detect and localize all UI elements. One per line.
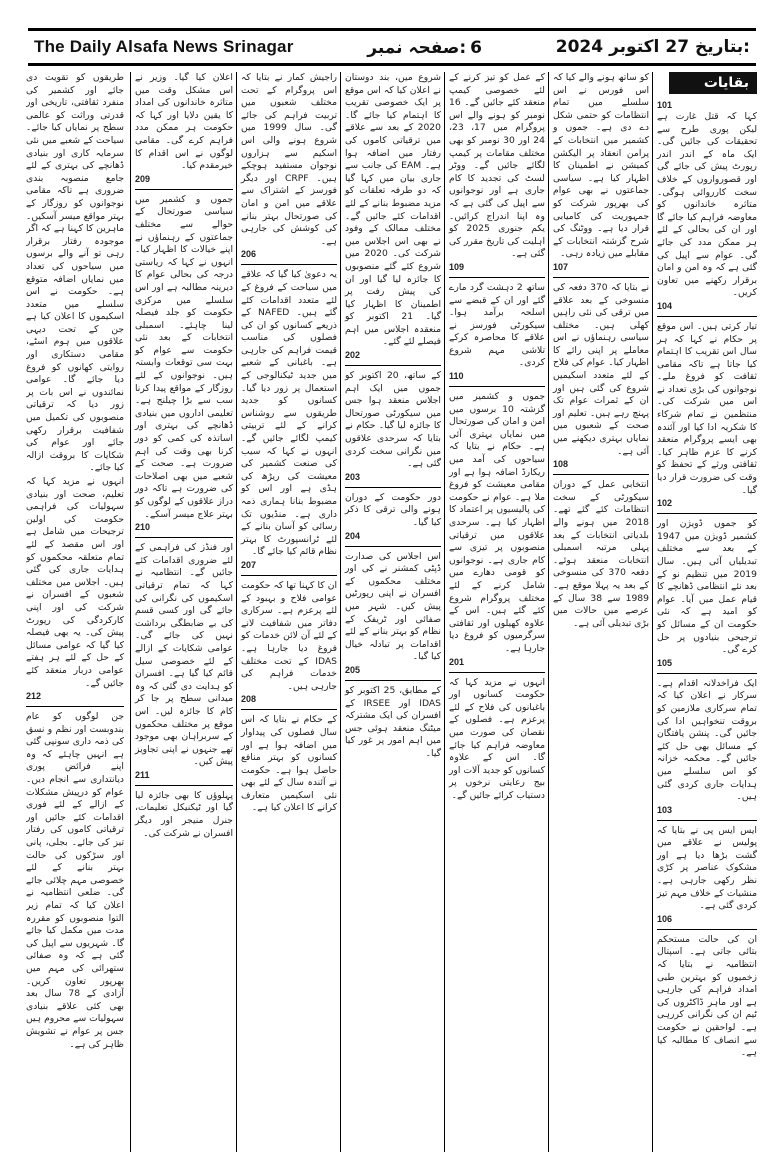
- divider: [241, 264, 337, 265]
- article-number: 101: [657, 100, 673, 110]
- article-text: کہا کہ قتل غارت ہے لیکن پوری طرح سے تحقیقات کی جائیں گی۔ ایک ماہ کے اندر اندر رپورٹ پیش کی جائے گی اور قصورواروں کے خلاف سخت کارروائی ہوگی۔ متاثرہ خاندانوں کو معاوضہ فراہم کیا جائے گا اور ان کی بحالی کے لئے ہر ممکن مدد کی جائے گی۔ عوام سے اپیل کی گئی ہے کہ وہ امن و امان برقرار رکھنے میں تعاون کریں۔: [657, 111, 757, 299]
- article-number: 103: [657, 804, 673, 815]
- article-number: 209: [135, 173, 151, 184]
- divider: [345, 546, 441, 547]
- article-text: کے عمل کو تیز کرنے کے لئے خصوصی کیمپ منعقد کئے جائیں گے۔ 16 نومبر کو ہونے والے اس پروگرام میں 17، 23، 24 اور 30 نومبر کو بھی مختلف مقامات پر کیمپ لگائے جائیں گے۔ ووٹر لسٹ کی تجدید کا کام جاری ہے اور نوجوانوں سے اپیل کی گئی ہے کہ وہ اپنا اندراج کرائیں۔ یکم جنوری 2025 کو اہلیت کی تاریخ مقرر کی گئی ہے۔: [449, 72, 545, 260]
- column-2: [130, 72, 233, 1152]
- column-6: [548, 72, 649, 1152]
- divider: [553, 277, 649, 278]
- column-5: [444, 72, 545, 1152]
- divider: [449, 672, 545, 673]
- article-number: 105: [657, 657, 673, 668]
- article-text: تیار کرتی ہیں۔ اس موقع پر حکام نے کہا کہ ہر سال اس تقریب کا اہتمام کیا جاتا ہے تاکہ مقامی ثقافت کو فروغ ملے۔ نوجوانوں کی بڑی تعداد نے اس میں شرکت کی۔ منتظمین نے تمام شرکاء کا شکریہ ادا کیا اور آئندہ بھی ایسے پروگرام منعقد کرنے کا عزم ظاہر کیا۔ ثقافتی ورثے کے تحفظ کو وقت کی ضرورت قرار دیا گیا۔: [657, 320, 757, 496]
- divider: [345, 487, 441, 488]
- article-text: طریقوں کو تقویت دی جائے اور کشمیر کی منفرد ثقافتی، تاریخی اور قدرتی وراثت کو عالمی سطح پر نمایاں کیا جائے۔ سیاحت کے شعبے میں نئی سرمایہ کاری اور بنیادی ڈھانچے کی بہتری کے لئے جامع منصوبہ بندی ضروری ہے تاکہ مقامی نوجوانوں کو روزگار کے بہتر مواقع میسر آسکیں۔ ماہرین کا کہنا ہے کہ اگر موجودہ رفتار برقرار رہی تو آنے والے برسوں میں سیاحوں کی تعداد میں نمایاں اضافہ متوقع ہے۔ حکومت نے اس سلسلے میں متعدد اسکیموں کا اعلان کیا ہے جن کے تحت دیہی علاقوں میں ہوم اسٹے، مقامی دستکاری اور روایتی کھانوں کو فروغ دیا جائے گا۔ عوامی نمائندوں نے اس بات پر زور دیا کہ ترقیاتی منصوبوں کی تکمیل میں شفافیت برقرار رکھی جائے اور عوام کی شکایات کا بروقت ازالہ کیا جائے۔: [26, 72, 124, 474]
- article-text: ان کا کہنا تھا کہ حکومت عوامی فلاح و بہبود کے لئے پرعزم ہے۔ سرکاری دفاتر میں شفافیت لانے کے لئے آن لائن خدمات کو فروغ دیا جارہا ہے۔ IDAS کے تحت مختلف خدمات فراہم کی جارہی ہیں۔: [241, 579, 337, 692]
- newspaper-title: The Daily Alsafa News Srinagar: [34, 37, 294, 56]
- article-number: 109: [449, 261, 465, 272]
- page-number-block: [367, 37, 482, 58]
- article-text: ساتھ 2 دہشت گرد مارے گئے اور ان کے قبضے سے اسلحہ برآمد ہوا۔ سیکورٹی فورسز نے علاقے کا محاصرہ کرکے تلاشی مہم شروع کردی۔: [449, 281, 545, 369]
- divider: [657, 316, 757, 317]
- article-text: ایس ایس پی نے بتایا کہ پولیس نے علاقے میں گشت بڑھا دیا ہے اور مشکوک عناصر پر کڑی نظر رکھی جارہی ہے۔ منشیات کے خلاف مہم تیز کردی گئی ہے۔: [657, 824, 757, 912]
- column-7-baqiyat: [652, 72, 757, 1152]
- article-number: 210: [135, 522, 151, 533]
- divider: [135, 189, 233, 190]
- divider: [553, 474, 649, 475]
- divider: [657, 513, 757, 514]
- article-text: کے مطابق، 25 اکتوبر کو IDAS اور IRSEE کے افسران کی ایک مشترکہ میٹنگ منعقد ہوئی جس میں اہم امور پر غور کیا گیا۔: [345, 684, 441, 759]
- article-number: 110: [449, 371, 464, 382]
- divider: [449, 277, 545, 278]
- divider: [241, 575, 337, 576]
- article-number: 212: [26, 691, 42, 702]
- column-4: [340, 72, 441, 1152]
- divider: [241, 709, 337, 710]
- article-text: کے حکام نے بتایا کہ اس سال فصلوں کی پیداوار میں اضافہ ہوا ہے اور کسانوں کو بہتر منافع حاصل ہوا ہے۔ حکومت نے آئندہ سال کے لئے بھی نئی اسکیمیں متعارف کرانے کا اعلان کیا ہے۔: [241, 714, 337, 814]
- article-number: 202: [345, 350, 361, 361]
- article-number: 107: [553, 261, 569, 272]
- divider: [135, 785, 233, 786]
- masthead: [28, 28, 756, 66]
- article-number: 108: [553, 459, 569, 470]
- article-text: ان کی حالت مستحکم بتائی جاتی ہے۔ اسپتال انتظامیہ نے بتایا کہ زخمیوں کو بہترین طبی امداد فراہم کی جارہی ہے اور ماہر ڈاکٹروں کی ٹیم ان کی نگرانی کررہی ہے۔ لواحقین نے حکومت سے انصاف کا مطالبہ کیا ہے۔: [657, 933, 757, 1059]
- article-text: پہلوؤں کا بھی جائزہ لیا گیا اور ٹیکنیکل تعلیمات، جنرل منیجر اور دیگر افسران نے شرکت کی۔: [135, 789, 233, 839]
- article-text: دور حکومت کے دوران ہونے والی ترقی کا ذکر کیا گیا۔: [345, 491, 441, 528]
- article-number: 208: [241, 694, 257, 705]
- divider: [657, 929, 757, 930]
- divider: [657, 820, 757, 821]
- divider: [657, 673, 757, 674]
- article-number: 207: [241, 559, 257, 570]
- page-number: 6: [470, 37, 483, 58]
- divider: [345, 680, 441, 681]
- divider: [135, 537, 233, 538]
- article-text: اعلان کیا گیا۔ وزیر نے اس مشکل وقت میں متاثرہ خاندانوں کی امداد کا یقین دلایا اور کہا کہ حکومت ہر ممکن مدد فراہم کرے گی۔ مقامی لوگوں نے اس اقدام کا خیرمقدم کیا۔: [135, 72, 233, 172]
- divider: [26, 706, 124, 707]
- article-number: 104: [657, 300, 673, 311]
- baqiyat-header: بقایات: [669, 72, 757, 94]
- date-label: بتاریخ:: [695, 37, 750, 57]
- divider: [345, 365, 441, 366]
- date-year: 2024: [555, 37, 604, 57]
- article-text: جموں و کشمیر میں گزشتہ 10 برسوں میں امن و امان کی صورتحال میں نمایاں بہتری آئی ہے۔ حکام نے بتایا کہ سیاحوں کی آمد میں ریکارڈ اضافہ ہوا ہے اور مقامی معیشت کو فروغ ملا ہے۔ عوام نے حکومت کی پالیسیوں پر اعتماد کا اظہار کیا ہے۔ سرحدی علاقوں میں ترقیاتی منصوبوں پر تیزی سے کام جاری ہے۔ نوجوانوں کو قومی دھارے میں شامل کرنے کے لئے مختلف پروگرام شروع کئے گئے ہیں۔ اس کے علاوہ کھیلوں اور ثقافتی سرگرمیوں کو فروغ دیا جارہا ہے۔: [449, 391, 545, 654]
- article-text: ایک فراخدلانہ اقدام ہے۔ سرکار نے اعلان کیا کہ تمام سرکاری ملازمین کو بروقت تنخواہیں ادا کی جائیں گی۔ پنشن یافتگان کے مسائل بھی حل کئے جائیں گے۔ محکمہ خزانہ کو اس سلسلے میں ہدایات جاری کردی گئی ہیں۔: [657, 677, 757, 803]
- article-text: انہوں نے مزید کہا کہ تعلیم، صحت اور بنیادی سہولیات کی فراہمی حکومت کی اولین ترجیحات میں شامل ہے اور اس مقصد کے لئے تمام متعلقہ محکموں کو ہدایات جاری کی گئی ہیں۔ اجلاس میں مختلف شعبوں کے افسران نے شرکت کی اور اپنی کارکردگی کی رپورٹ پیش کی۔ یہ بھی فیصلہ کیا گیا کہ عوامی مسائل کے حل کے لئے ہر ہفتے عوامی دربار منعقد کئے جائیں گے۔: [26, 476, 124, 689]
- article-text: نے بتایا کہ 370 دفعہ کی منسوخی کے بعد علاقے میں ترقی کی نئی راہیں کھلی ہیں۔ مختلف سیاسی رہنماؤں نے اس معاملے پر اپنی رائے کا اظہار کیا۔ عوام کی فلاح کے لئے متعدد اسکیمیں شروع کی گئی ہیں اور ان کے ثمرات عوام تک پہنچ رہے ہیں۔ تعلیم اور صحت کے شعبوں میں نمایاں بہتری دیکھنے میں آئی ہے۔: [553, 281, 649, 457]
- divider: [449, 386, 545, 387]
- page-label: صفحہ نمبر:: [367, 37, 467, 58]
- date-day: 27: [665, 37, 690, 57]
- article-number: 102: [657, 498, 673, 509]
- article-text: جموں و کشمیر میں سیاسی صورتحال کے حوالے سے مختلف جماعتوں کے رہنماؤں نے اپنے خیالات کا اظہار کیا۔ انہوں نے کہا کہ ریاستی درجہ کی بحالی عوام کا دیرینہ مطالبہ ہے اور اس سلسلے میں مرکزی حکومت کو جلد فیصلہ لینا چاہئے۔ اسمبلی انتخابات کے بعد نئی حکومت سے عوام کو بہت سی توقعات وابستہ ہیں۔ نوجوانوں کے لئے روزگار کے مواقع پیدا کرنا سب سے بڑا چیلنج ہے۔ تعلیمی اداروں میں بنیادی ڈھانچے کی بہتری اور اساتذہ کی کمی کو دور کرنا بھی وقت کی اہم ضرورت ہے۔ صحت کے شعبے میں بھی اصلاحات کی ضرورت ہے تاکہ دور دراز علاقوں کے لوگوں کو بہتر علاج میسر آسکے۔: [135, 193, 233, 520]
- article-number: 201: [449, 656, 465, 667]
- article-text: راجیش کمار نے بتایا کہ اس پروگرام کے تحت مختلف شعبوں میں تربیت فراہم کی جائے گی۔ سال 1999 میں شروع ہونے والی اس اسکیم سے ہزاروں نوجوان مستفید ہوچکے ہیں۔ CRPF اور دیگر فورسز کے اشتراک سے علاقے میں امن و امان کی صورتحال بہتر بنانے کی کوشش کی جارہی ہے۔: [241, 72, 337, 247]
- article-text: شروع میں، بند دوستان نے اعلان کیا کہ اس موقع پر ایک خصوصی تقریب کا اہتمام کیا جائے گا۔ 2020 کے بعد سے علاقے میں ترقیاتی کاموں کی رفتار میں اضافہ ہوا ہے۔ EAM کی جانب سے جاری بیان میں کہا گیا کہ دو طرفہ تعلقات کو مزید مضبوط بنانے کے لئے اقدامات کئے جائیں گے۔ مختلف ممالک کے وفود نے بھی اس اجلاس میں شرکت کی۔ 2020 میں شروع کئے گئے منصوبوں کا جائزہ لیا گیا اور ان کی پیش رفت پر اطمینان کا اظہار کیا گیا۔ 21 اکتوبر کو منعقدہ اجلاس میں اہم فیصلے لئے گئے۔: [345, 72, 441, 348]
- article-text: انتخابی عمل کے دوران سیکورٹی کے سخت انتظامات کئے گئے تھے۔ 2018 میں ہونے والے بلدیاتی انتخابات کے بعد پہلی مرتبہ اسمبلی انتخابات منعقد ہوئے۔ دفعہ 370 کی منسوخی کے بعد یہ پہلا موقع ہے۔ 1989 سے 38 سال کے عرصے میں حالات میں بڑی تبدیلی آئی ہے۔: [553, 479, 649, 629]
- article-text: کو ساتھ ہونے والے کیا کہ اس فورس نے اس سلسلے میں تمام انتظامات کو حتمی شکل دے دی ہے۔ جموں و کشمیر میں انتخابات کے پرامن انعقاد پر الیکشن کمیشن نے اطمینان کا اظہار کیا ہے۔ سیاسی جماعتوں نے بھی عوام کی بھرپور شرکت کو جمہوریت کی کامیابی قرار دیا ہے۔ ووٹنگ کی شرح گزشتہ انتخابات کے مقابلے میں زیادہ رہی۔: [553, 72, 649, 260]
- article-number: 205: [345, 664, 361, 675]
- article-number: 204: [345, 530, 361, 541]
- column-3: [236, 72, 337, 1152]
- article-text: کو جموں ڈویژن اور کشمیر ڈویژن میں 1947 کے بعد سے مختلف تبدیلیاں آئی ہیں۔ سال 2019 میں تنظیم نو کے بعد نئے انتظامی ڈھانچے کا قیام عمل میں آیا۔ عوام کو امید ہے کہ نئی حکومت ان کے مسائل کو ترجیحی بنیادوں پر حل کرے گی۔: [657, 518, 757, 656]
- date-month: اکتوبر: [609, 37, 660, 57]
- article-text: اس اجلاس کی صدارت ڈپٹی کمشنر نے کی اور مختلف محکموں کے افسران نے اپنی رپورٹیں پیش کیں۔ شہر میں صفائی اور ٹریفک کے نظام کو بہتر بنانے کے لئے اقدامات پر تبادلہ خیال کیا گیا۔: [345, 550, 441, 663]
- article-number: 211: [135, 769, 150, 780]
- column-1: [26, 72, 124, 1152]
- date-block: [556, 37, 750, 57]
- article-text: یہ دعویٰ کیا گیا کہ علاقے میں سیاحت کے فروغ کے لئے متعدد اقدامات کئے گئے ہیں۔ NAFED کے ذریعے کسانوں کو ان کی فصلوں کی مناسب قیمت فراہم کی جارہی ہے۔ باغبانی کے شعبے میں جدید ٹیکنالوجی کے استعمال پر زور دیا گیا۔ کسانوں کو جدید طریقوں سے روشناس کرانے کے لئے تربیتی کیمپ لگائے جائیں گے۔ انہوں نے کہا کہ سیب کی صنعت کشمیر کی معیشت کی ریڑھ کی ہڈی ہے اور اس کو مضبوط بنانا ہماری ذمہ داری ہے۔ منڈیوں تک رسائی کو آسان بنانے کے لئے ٹرانسپورٹ کا بہتر نظام قائم کیا جائے گا۔: [241, 269, 337, 558]
- article-number: 106: [657, 913, 673, 924]
- article-text: اور فنڈز کی فراہمی کے لئے ضروری اقدامات کئے جائیں گے۔ انتظامیہ نے کہا کہ تمام ترقیاتی اسکیموں کی نگرانی کی جائے گی اور کسی قسم کی بے ضابطگی برداشت نہیں کی جائے گی۔ عوامی شکایات کے ازالے کے لئے خصوصی سیل قائم کیا گیا ہے۔ افسران کو ہدایت دی گئی کہ وہ میدانی سطح پر جا کر کام کا جائزہ لیں۔ اس موقع پر مختلف محکموں کے سربراہان بھی موجود تھے جنہوں نے اپنی تجاویز پیش کیں۔: [135, 542, 233, 768]
- article-number: 206: [241, 249, 257, 260]
- article-number: 203: [345, 471, 361, 482]
- article-text: کے ساتھ، 20 اکتوبر کو جموں میں ایک اہم اجلاس منعقد ہوا جس میں سیکورٹی صورتحال کا جائزہ لیا گیا۔ حکام نے بتایا کہ سرحدی علاقوں میں نگرانی سخت کردی گئی ہے۔: [345, 370, 441, 470]
- article-text: جن لوگوں کو عام بندوبست اور نظم و نسق کی ذمہ داری سونپی گئی ہے انہیں چاہئے کہ وہ اپنے فرائض پوری دیانتداری سے انجام دیں۔ عوام کو درپیش مشکلات کے ازالے کے لئے فوری اقدامات کئے جائیں اور ترقیاتی کاموں کی رفتار تیز کی جائے۔ بجلی، پانی اور سڑکوں کی حالت بہتر بنانے کے لئے خصوصی مہم چلائی جائے گی۔ ضلعی انتظامیہ نے اعلان کیا کہ تمام زیر التوا منصوبوں کو مقررہ مدت میں مکمل کیا جائے گا۔ شہریوں سے اپیل کی گئی ہے کہ وہ صفائی ستھرائی کی مہم میں بھرپور تعاون کریں۔ آزادی کے 78 سال بعد بھی کئی علاقے بنیادی سہولیات سے محروم ہیں جس پر عوام نے تشویش ظاہر کی ہے۔: [26, 711, 124, 1050]
- article-text: انہوں نے مزید کہا کہ حکومت کسانوں اور باغبانوں کی فلاح کے لئے پرعزم ہے۔ فصلوں کے نقصان کی صورت میں معاوضہ فراہم کیا جائے گا۔ اس کے علاوہ کسانوں کو جدید آلات اور بیج رعایتی نرخوں پر دستیاب کرائے جائیں گے۔: [449, 676, 545, 801]
